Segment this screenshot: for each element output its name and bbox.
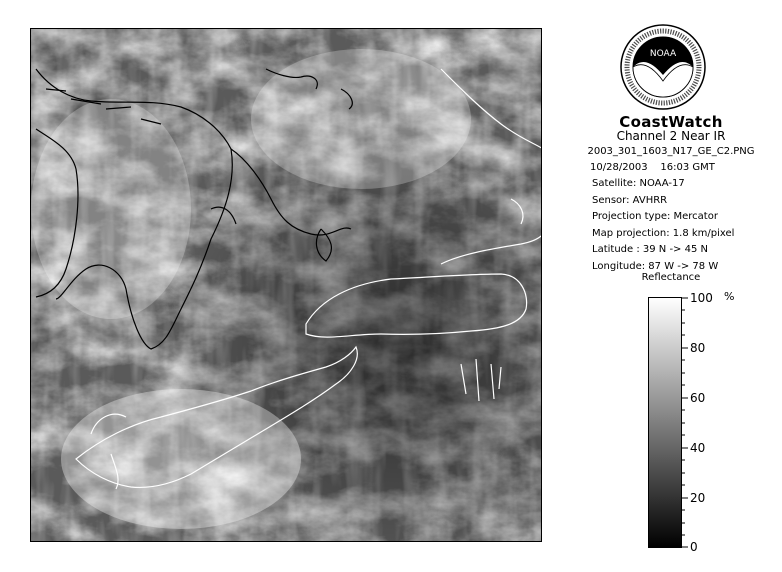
colorbar-tick-60: 60 [690, 391, 706, 405]
colorbar-tick-20: 20 [690, 491, 706, 505]
latitude-label: Latitude : 39 N -> 45 N [592, 244, 708, 255]
sensor-label: Sensor: AVHRR [592, 195, 668, 206]
noaa-logo [619, 23, 707, 111]
filename-label: 2003_301_1603_N17_GE_C2.PNG [587, 146, 755, 157]
noaa-logo-text: NOAA [649, 49, 677, 59]
projection-type-label: Projection type: Mercator [592, 211, 718, 222]
date-value: 10/28/2003 [590, 162, 648, 173]
colorbar-tick-0: 0 [690, 540, 698, 554]
colorbar-tick-100: 100 [690, 291, 713, 305]
satellite-image [30, 28, 542, 542]
map-projection-label: Map projection: 1.8 km/pixel [592, 228, 735, 239]
colorbar [648, 297, 682, 548]
colorbar-tick-40: 40 [690, 441, 706, 455]
colorbar-tick-80: 80 [690, 341, 706, 355]
colorbar-ticks [682, 297, 742, 549]
satellite-label: Satellite: NOAA-17 [592, 178, 685, 189]
channel-label: Channel 2 Near IR [616, 129, 726, 143]
product-title: CoastWatch [619, 113, 723, 131]
colorbar-label: Reflectance [641, 272, 701, 283]
time-value: 16:03 GMT [660, 162, 715, 173]
longitude-label: Longitude: 87 W -> 78 W [592, 261, 719, 272]
colorbar-unit: % [724, 290, 735, 303]
datetime-label [590, 162, 715, 173]
